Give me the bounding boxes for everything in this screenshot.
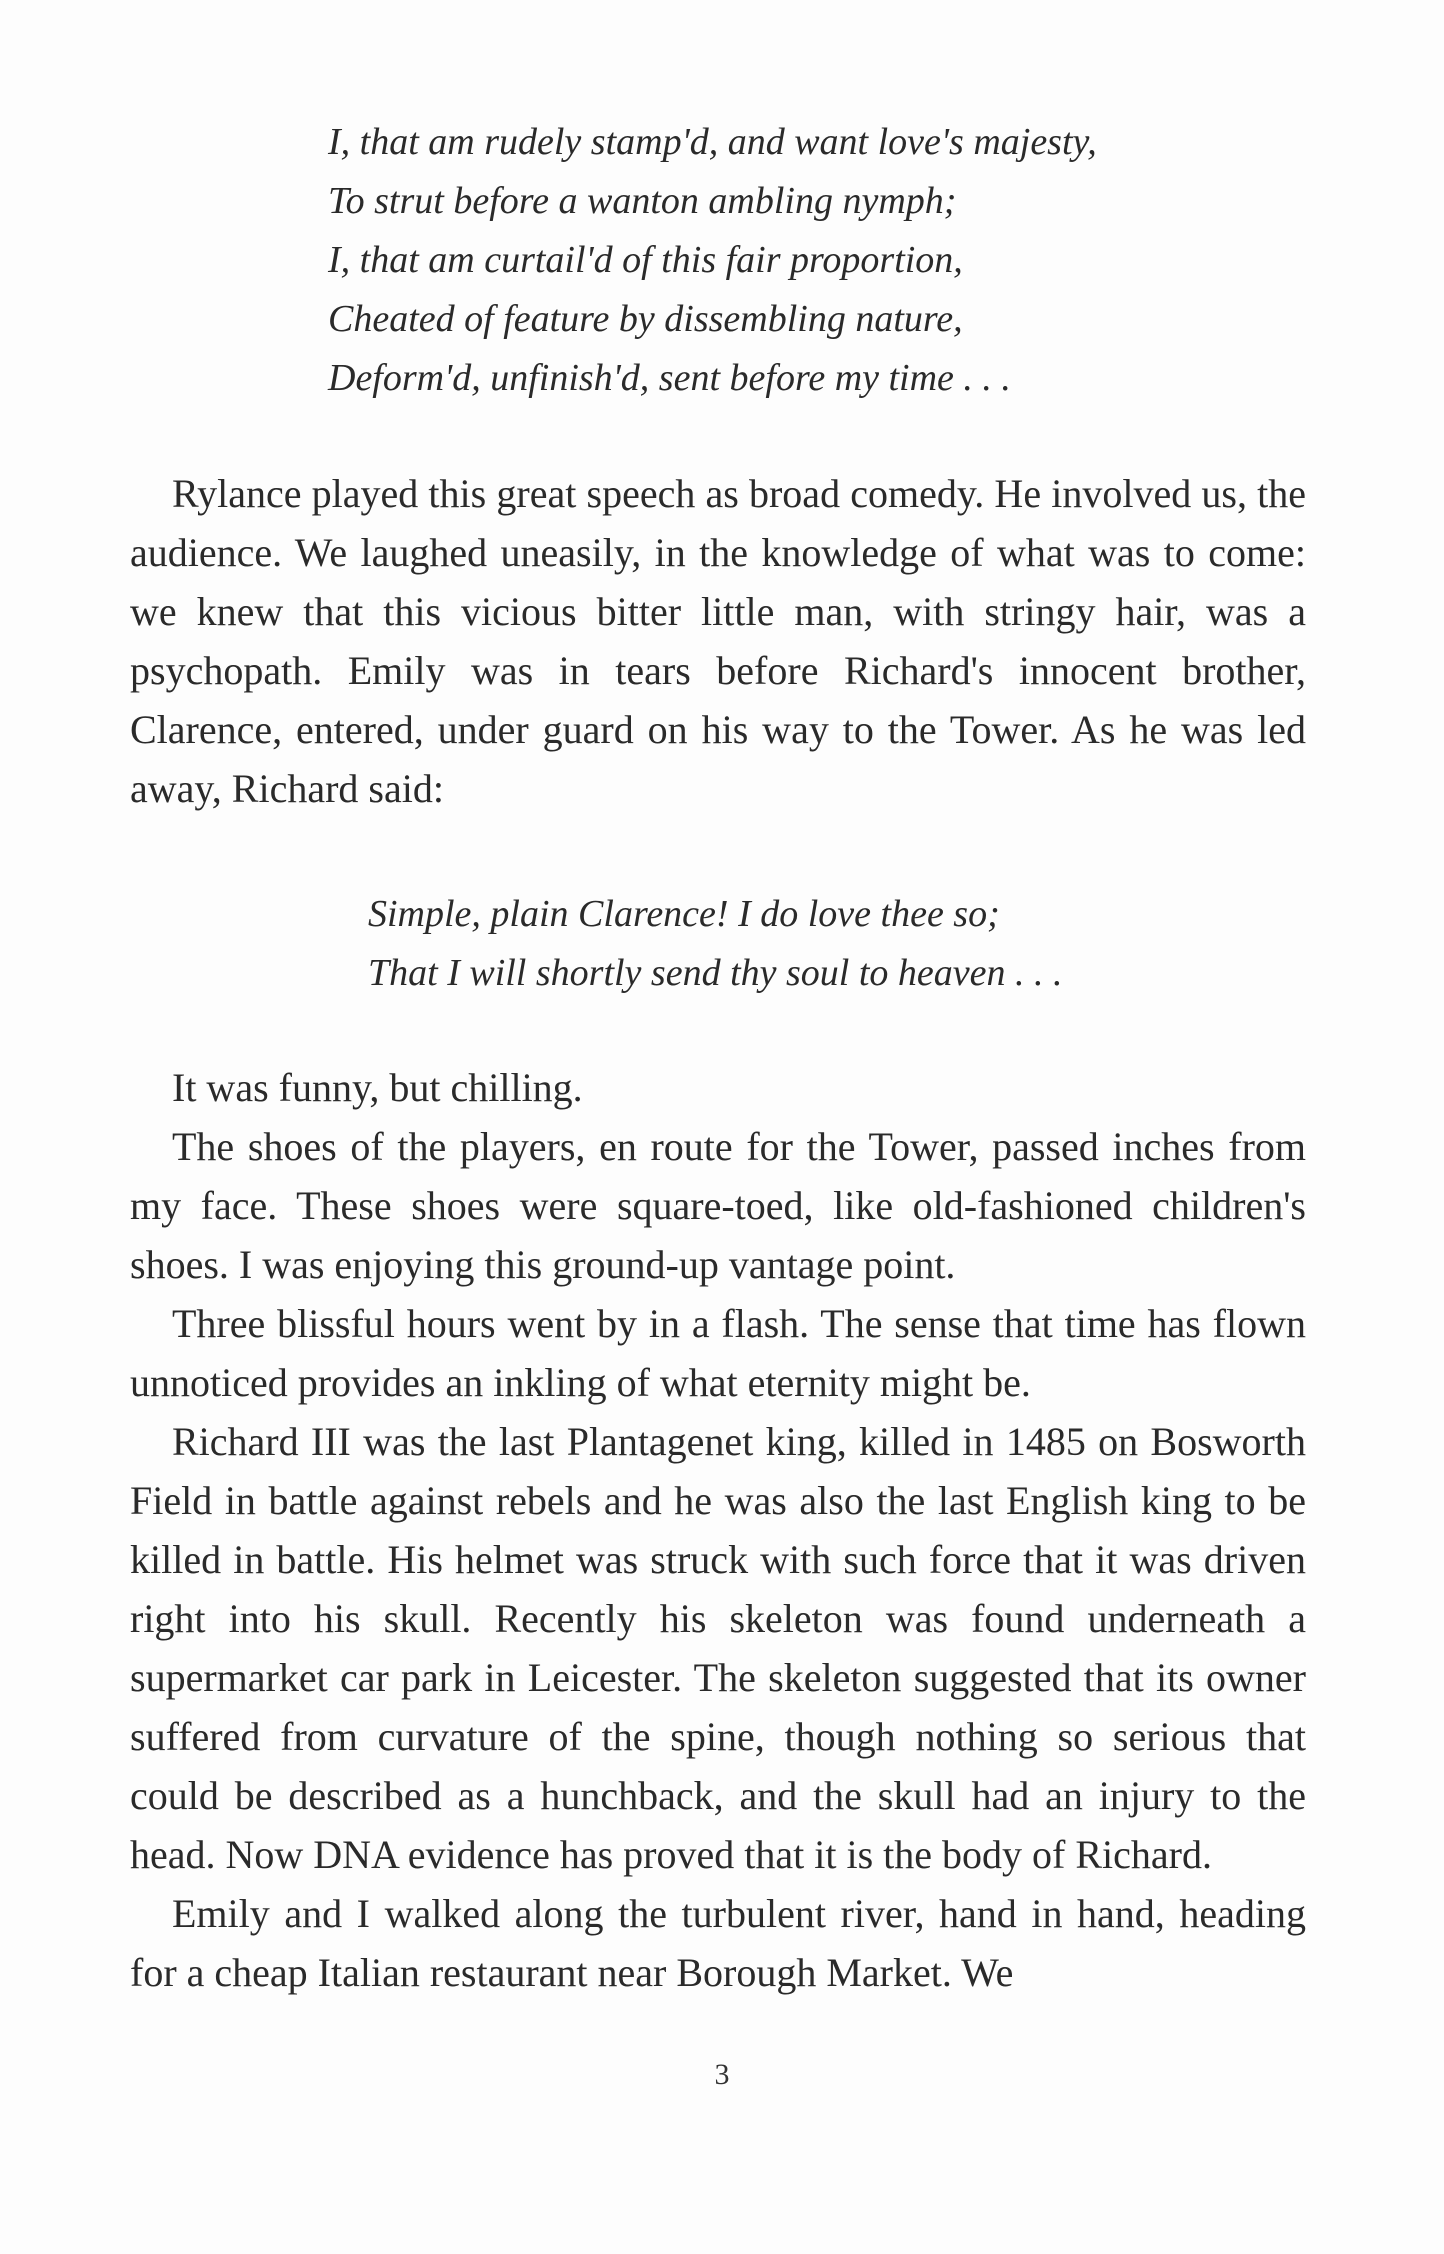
verse-quote-clarence: [368, 885, 1063, 1003]
prose-block-1: [130, 464, 1306, 818]
page-number: 3: [714, 2058, 730, 2091]
verse-line: I, that am rudely stamp'd, and want love's majesty,: [328, 121, 1097, 163]
verse-line: Cheated of feature by dissembling nature,: [328, 298, 963, 340]
paragraph: The shoes of the players, en route for the Tower, passed inches from my face. These shoes were square-toed, like old-fashioned children's shoes. I was enjoying this ground-up vantage point.: [130, 1124, 1306, 1287]
prose-block-2: [130, 1058, 1306, 2002]
verse-line: That I will shortly send thy soul to heaven . . .: [368, 952, 1063, 994]
paragraph: It was funny, but chilling.: [172, 1065, 583, 1110]
verse-line: To strut before a wanton ambling nymph;: [328, 180, 957, 222]
paragraph: Three blissful hours went by in a flash. The sense that time has flown unnoticed provides an inkling of what eternity might be.: [130, 1301, 1306, 1405]
paragraph: Richard III was the last Plantagenet king, killed in 1485 on Bosworth Field in battle against rebels and he was also the last English king to be killed in battle. His helmet was struck with such force that it was driven right into his skull. Recently his skeleton was found underneath a supermarket car park in Leicester. The skeleton suggested that its owner suffered from curvature of the spine, though nothing so serious that could be described as a hunchback, and the skull had an injury to the head. Now DNA evidence has proved that it is the body of Richard.: [130, 1419, 1306, 1877]
verse-quote-richard-soliloquy: [328, 113, 1097, 408]
paragraph: Rylance played this great speech as broad comedy. He involved us, the audience. We laughed uneasily, in the knowledge of what was to come: we knew that this vicious bitter little man, with stringy hair, was a psychopath. Emily was in tears before Richard's innocent brother, Clarence, entered, under guard on his way to the Tower. As he was led away, Richard said:: [130, 471, 1306, 811]
verse-line: Deform'd, unfinish'd, sent before my time . . .: [328, 357, 1011, 399]
paragraph: Emily and I walked along the turbulent river, hand in hand, heading for a cheap Italian restaurant near Borough Market. We: [130, 1891, 1306, 1995]
verse-line: Simple, plain Clarence! I do love thee so;: [368, 893, 1000, 935]
verse-line: I, that am curtail'd of this fair proportion,: [328, 239, 963, 281]
